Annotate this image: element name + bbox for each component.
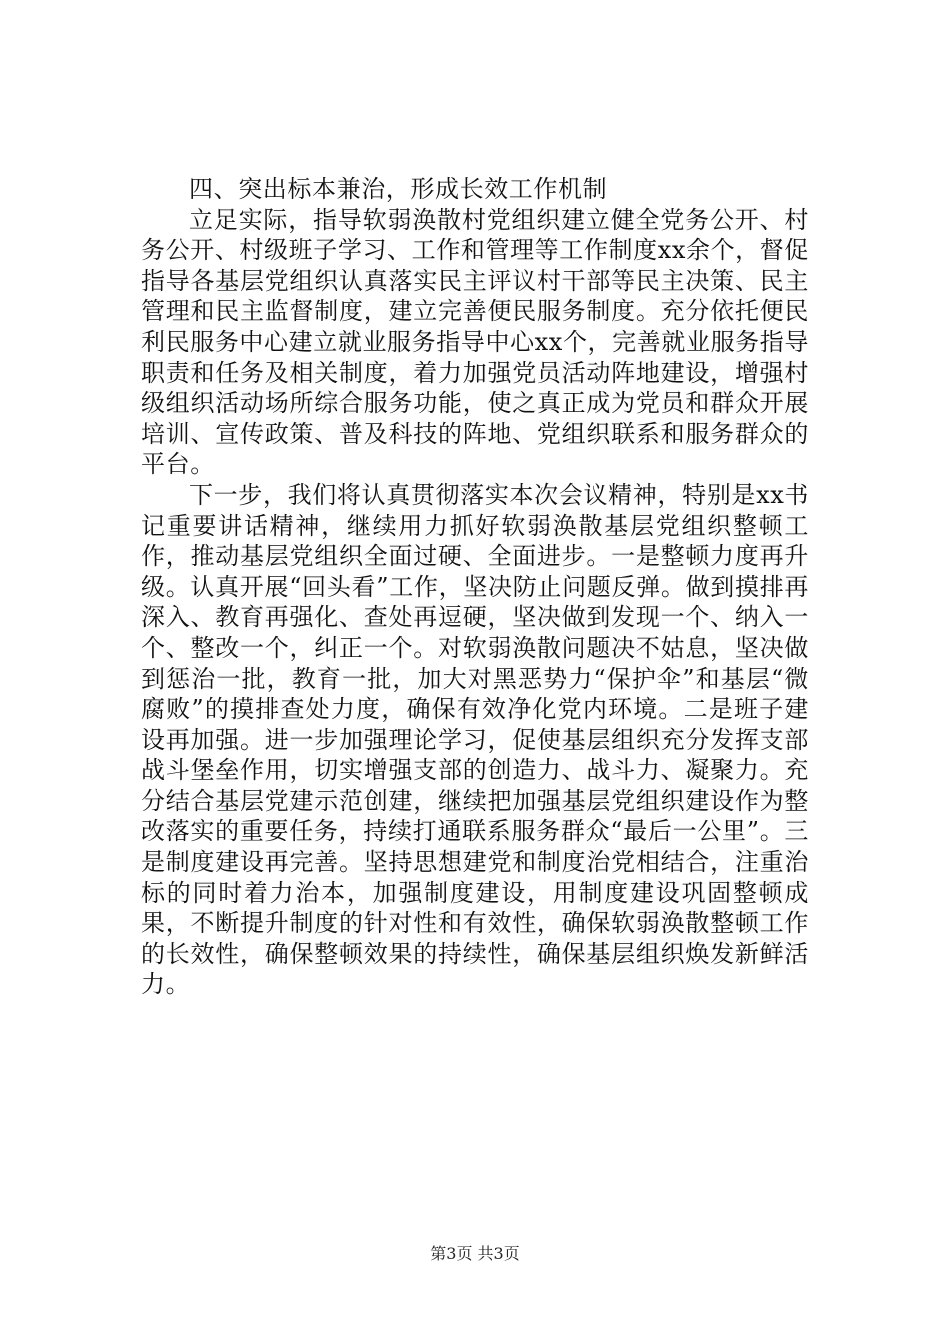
paragraph-2: 下一步，我们将认真贯彻落实本次会议精神，特别是xx书记重要讲话精神，继续用力抓好软弱涣散基层党组织整顿工作，推动基层党组织全面过硬、全面进步。一是整顿力度再升级。认真开展“回头看”工作，坚决防止问题反弹。做到摸排再深入、教育再强化、查处再逗硬，坚决做到发现一个、纳入一个、整改一个，纠正一个。对软弱涣散问题决不姑息，坚决做到惩治一批，教育一批，加大对黑恶势力“保护伞”和基层“微腐败”的摸排查处力度，确保有效净化党内环境。二是班子建设再加强。进一步加强理论学习，促使基层组织充分发挥支部战斗堡垒作用，切实增强支部的创造力、战斗力、凝聚力。充分结合基层党建示范创建，继续把加强基层党组织建设作为整改落实的重要任务，持续打通联系服务群众“最后一公里”。三是制度建设再完善。坚持思想建党和制度治党相结合，注重治标的同时着力治本，加强制度建设，用制度建设巩固整顿成果，不断提升制度的针对性和有效性，确保软弱涣散整顿工作的长效性，确保整顿效果的持续性，确保基层组织焕发新鲜活力。 xyxy=(141,480,809,999)
section-heading: 四、突出标本兼治，形成长效工作机制 xyxy=(189,175,608,203)
page-footer: 第3页 共3页 xyxy=(430,1244,520,1263)
paragraph-1: 立足实际，指导软弱涣散村党组织建立健全党务公开、村务公开、村级班子学习、工作和管理等工作制度xx余个，督促指导各基层党组织认真落实民主评议村干部等民主决策、民主管理和民主监督制度，建立完善便民服务制度。充分依托便民利民服务中心建立就业服务指导中心xx个，完善就业服务指导职责和任务及相关制度，着力加强党员活动阵地建设，增强村级组织活动场所综合服务功能，使之真正成为党员和群众开展培训、宣传政策、普及科技的阵地、党组织联系和服务群众的平台。 xyxy=(141,205,809,479)
document-body xyxy=(141,174,809,1000)
